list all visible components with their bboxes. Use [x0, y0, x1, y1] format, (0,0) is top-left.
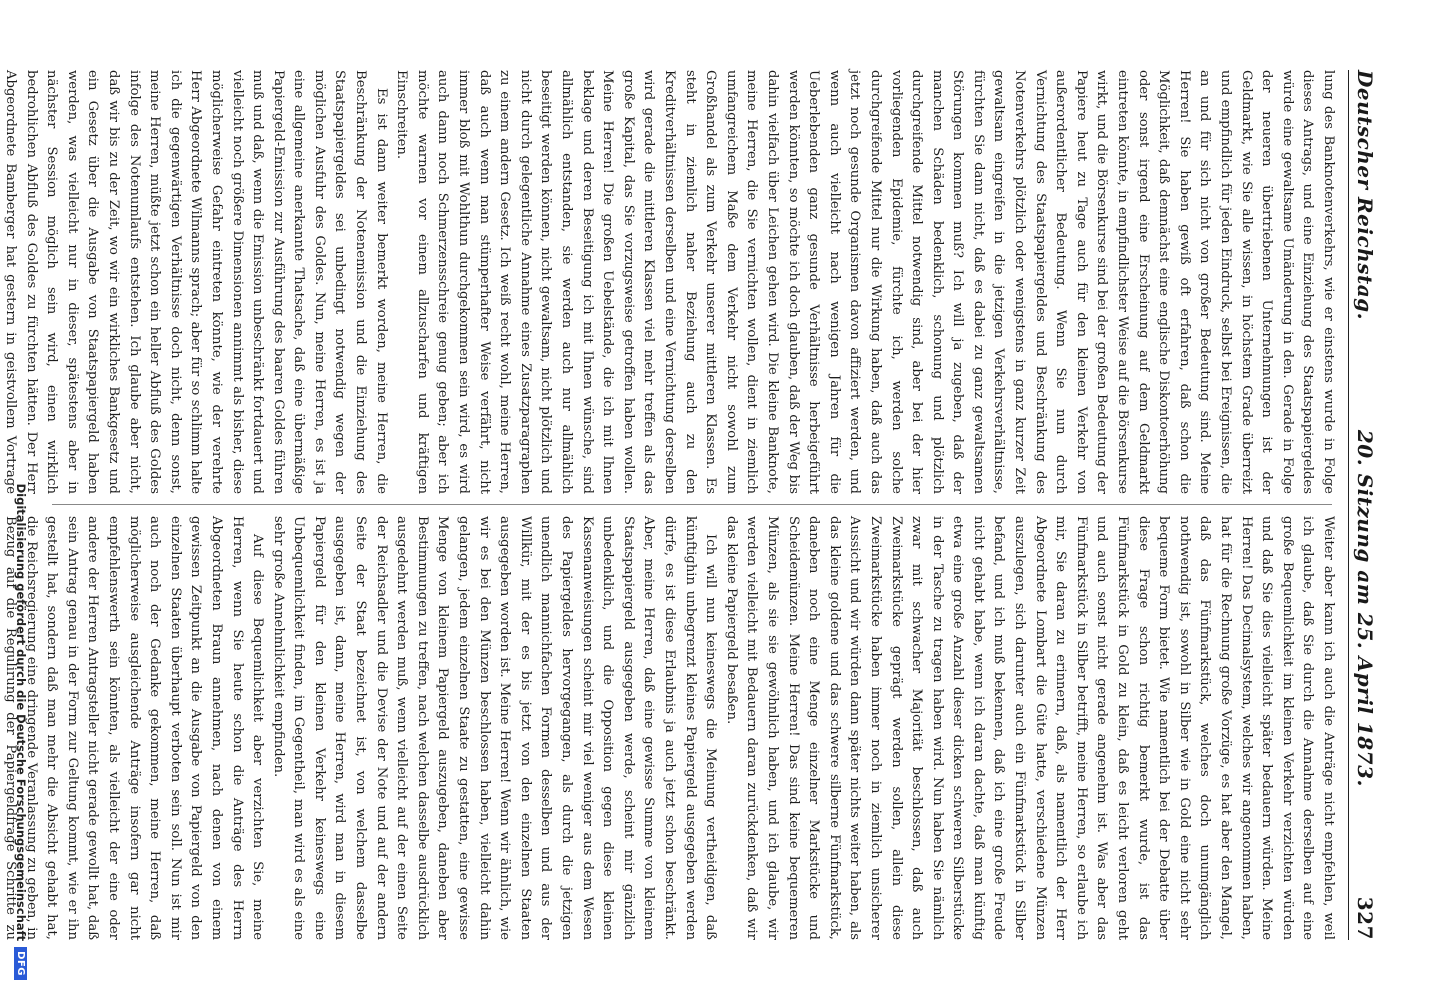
paragraph: lung des Banknotenverkehrs, wie er einstens wurde in Folge dieses Antrags, und eine Einziehung des Staatspapiergeldes würde eine gewaltsame Umänderung in den. Gerade in Folge der neueren übertriebenen Unternehmungen ist der Geldmarkt, wie Sie alle wissen, in höchstem Grade überreizt und empfindlich für jeden Eindruck, selbst bei Ereignissen, die an und für sich nicht von großer Bedeutung sind. Meine Herren! Sie haben gewiß oft erfahren, daß schon die Möglichkeit, daß demnächst eine englische Diskontoerhöhung oder sonst irgend eine Erscheinung auf dem Geldmarkt eintreten könnte, in empfindlichster Weise auf die Börsenkurse wirkt, und die Börsenkurse sind bei der großen Bedeutung der Papiere heut zu Tage auch für den kleinen Verkehr von außerordentlicher Bedeutung. Wenn Sie nun durch Vernichtung des Staatspapiergeldes und Beschränkung des Notenverkehrs plötzlich oder wenigstens in ganz kurzer Zeit gewaltsam eingreifen in die jetzigen Verkehrsverhältnisse, fürchten Sie dann nicht, daß es dabei zu ganz gewaltsamen Störungen kommen muß? Ich will ja zugeben, daß der manchen Schäden bedenklich, schonung und plötzlich durchgreifende Mittel notwendig sind, aber bei der hier vorliegenden Epidemie, fürchte ich, werden solche durchgreifende Mittel nur die Wirkung haben, daß auch das jetzt noch gesunde Organismen davon affiziert werden, und wenn auch vielleicht nach wenigen Jahren für die Ueberlebenden ganz gesunde Verhältnisse herbeigeführt werden könnten, so möchte ich doch glauben, daß der Weg bis dahin vielfach über Leichen gehen wird. Die kleine Banknote, meine Herren, die Sie vernichten wollen, dient in ziemlich umfangreichem Maße dem Verkehr nicht sowohl zum Großhandel als zum Verkehr unserer mittleren Klassen. Es steht in ziemlich naher Beziehung auch zu den Kreditverhältnissen derselben und eine Vernichtung derselben wird gerade die mittleren Klassen viel mehr treffen als das große Kapital, das Sie vorzugsweise getroffen haben wollen. Meine Herren! Die großen Uebelstände, die ich mit Ihnen beklage und deren Beseitigung ich mit Ihnen wünsche, sind allmählich entstanden, sie werden auch nur allmählich beseitigt werden können, nicht gewaltsam, nicht plötzlich und nicht durch gelegentliche Annahme eines Zusatzparagraphen zu einem andern Gesetz. Ich weiß recht wohl, meine Herren, daß auch wenn man stümperhafter Weise verfährt, nicht immer bloß mit Wohlthun durchgekommen sein wird, es wird auch dann noch Schmerzensschreie genug geben; aber ich möchte warnen vor einem allzuscharfen und kräftigen Einschreiten.: [394, 70, 1336, 494]
page-header: [1348, 70, 1392, 940]
header-publication: Deutscher Reichstag.: [1353, 70, 1377, 321]
column-left: [3, 70, 1338, 494]
dfg-logo: DFG: [15, 947, 28, 980]
credit-text: Digitalisierung gefördert durch die Deutsche Forschungsgemeinschaft: [14, 483, 28, 942]
paragraph: Weiter aber kann ich auch die Anträge nicht empfehlen, weil ich glaube, daß Sie durch die Annahme derselben auf eine große Bequemlichkeit im kleinen Verkehr verzichten würden und daß Sie dies vielleicht später bedauern würden. Meine Herren! Das Decimalsystem, welches wir angenommen haben, hat für die Rechnung große Vorzüge, es hat aber den Mangel, daß das Fünfmarkstück, welches doch unumgänglich nothwendig ist, sowohl in Silber wie in Gold eine nicht sehr bequeme Form bietet. Wie namentlich bei der Debatte über diese Frage schon richtig bemerkt wurde, ist das Fünfmarkstück in Gold zu klein, daß es leicht verloren geht und auch sonst nicht gerade angenehm ist. Was aber das Fünfmarkstück in Silber betrifft, meine Herren, so erlaube ich mir, Sie daran zu erinnern, daß, als namentlich der Herr Abgeordnete Lombart die Güte hatte, verschiedene Münzen auszulegen, sich darunter auch ein Fünfmarkstück in Silber befand, und ich muß bekennen, daß ich eine große Freude nicht gehabt habe, wenn ich daran dachte, daß man künftig etwa eine große Anzahl dieser dicken schweren Silberstücke in der Tasche zu tragen haben wird. Nun haben Sie nämlich zwar mit schwacher Majorität beschlossen, daß auch Zweimarkstücke geprägt werden sollen, allein diese Zweimarkstücke haben immer noch in ziemlich unsicherer Aussicht und wir würden dann später nichts weiter haben, als das kleine goldene und das schwere silberne Fünfmarkstück, daneben noch eine Menge einzelner Markstücke und Scheidemünzen. Meine Herren! Das sind keine bequemeren Münzen, als sie sie gewöhnlich haben, und ich glaube, wir werden vielleicht mit Bedauern daran zurückdenken, daß wir das kleine Papiergeld besaßen.: [723, 516, 1336, 940]
paragraph: Es ist dann weiter bemerkt worden, meine Herren, die Beschränkung der Notenemission und die Einziehung des Staatspapiergeldes sei unbedingt notwendig wegen der möglichen Ausfuhr des Goldes. Nun, meine Herren, es ist ja eine allgemeine anerkannte Thatsache, daß eine übermäßige Papiergeld-Emission zur Ausführung des baaren Goldes führen muß und daß, wenn die Emission unbeschränkt fortdauert und vielleicht noch größere Dimensionen annimmt als bisher, diese möglicherweise Gefahr eintreten könnte, wie der verehrte Herr Abgeordnete Wilmanns sprach; aber für so schlimm halte ich die gegenwärtigen Verhältnisse doch nicht, denn sonst, meine Herren, müßte jetzt schon ein heller Abfluß des Goldes infolge des Notenumlaufs entstehen. Ich glaube aber nicht, daß wir bis zu der Zeit, wo wir ein wirkliches Bankgesetz und ein Gesetz über die Ausgabe von Staatspapiergeld haben werden, was vielleicht nur in dieser, spätestens aber in nächster Session möglich sein wird, einen wirklich bedrohlichen Abfluß des Goldes zu fürchten hätten. Der Herr Abgeordnete Bamberger hat gestern in geistvollem Vortrage: [3, 70, 389, 494]
header-session: 20. Sitzung am 25. April 1873.: [1353, 429, 1377, 787]
page-number: 327: [1353, 896, 1377, 940]
digitization-credit: [8, 60, 34, 980]
paragraph: Auf diese Bequemlichkeit aber verzichten Sie, meine Herren, wenn Sie heute schon die Anträge des Herrn Abgeordneten Braun annehmen, nach denen von einem gewissen Zeitpunkt an die Ausgabe von Papiergeld von den einzelnen Staaten überhaupt verboten sein soll. Nun ist mir auch noch der Gedanke gekommen, meine Herren, daß möglicherweise ausgleichende Anträge insofern gar nicht empfehlenswerth sein könnten, als vielleicht der eine oder andere der Herren Antragsteller nicht gerade gewollt hat, daß sein Antrag genau in der Form zur Geltung kommt, wie er ihn gestellt hat, sondern daß man mehr die Absicht gehabt hat, die Reichsregierung eine dringende Veranlassung zu geben, in Bezug auf die Regulirung der Papiergeldfrage Schritte zu: [3, 516, 266, 940]
paragraph: Ich will nun keineswegs die Meinung vertheidigen, daß künftighin unbegrenzt kleines Papiergeld ausgegeben werden dürfe, es ist diese Erlaubnis ja auch jetzt schon beschränkt. Aber, meine Herren, daß eine gewisse Summe von kleinem Staatspapiergeld ausgegeben werde, scheint mir gänzlich unbedenklich, und die Opposition gegen diese kleinen Kassenanweisungen scheint mir viel weniger aus dem Wesen des Papiergeldes hervorgegangen, als durch die jetzigen unendlich mannichfachen Formen desselben und aus der Willkür, mit der es bis jetzt von den einzelnen Staaten ausgegeben worden ist. Meine Herren! Wenn wir ähnlich, wie wir es bei den Münzen beschlossen haben, vielleicht dahin gelangen, jedem einzelnen Staate zu gestatten, eine gewisse Menge von kleinem Papiergeld auszugeben, daneben aber Bestimmungen zu treffen, nach welchen dasselbe ausdrücklich ausgedehnt werden muß, wenn vielleicht auf der einen Seite der Reichsadler und die Devise der Note und auf der andern Seite der Staat bezeichnet ist, von welchem dasselbe ausgegeben ist, dann, meine Herren, wird man in diesem Papiergeld für den kleinen Verkehr keineswegs eine Unbequemlichkeit finden, im Gegentheil, man wird es als eine sehr große Annehmlichkeit empfinden.: [270, 516, 719, 940]
